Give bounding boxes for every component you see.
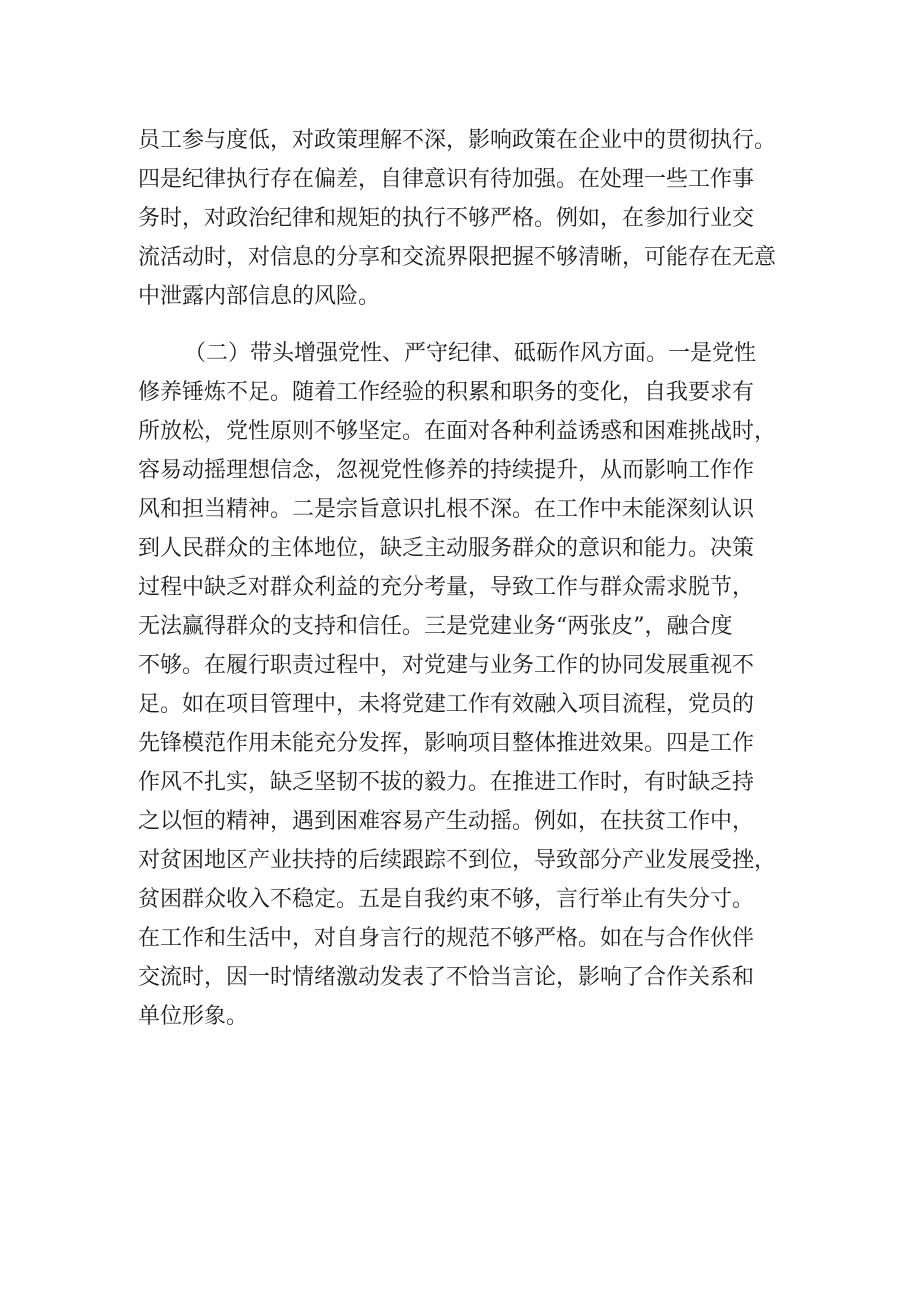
text-line: 作风不扎实，缺乏坚韧不拔的毅力。在推进工作时，有时缺乏持 xyxy=(138,770,755,795)
text-line: 交流时，因一时情绪激动发表了不恰当言论，影响了合作关系和 xyxy=(138,965,755,990)
text-line: 流活动时，对信息的分享和交流界限把握不够清晰，可能存在无意 xyxy=(138,245,777,270)
text-line: 员工参与度低，对政策理解不深，影响政策在企业中的贯彻执行。 xyxy=(138,128,777,153)
text-line: 足。如在项目管理中，未将党建工作有效融入项目流程，党员的 xyxy=(138,692,755,717)
section-heading-line: （二）带头增强党性、严守纪律、砥砺作风方面。一是党性 xyxy=(184,341,757,366)
text-line: 不够。在履行职责过程中，对党建与业务工作的协同发展重视不 xyxy=(138,653,755,678)
text-line: 容易动摇理想信念，忽视党性修养的持续提升，从而影响工作作 xyxy=(138,458,755,483)
text-line: 修养锤炼不足。随着工作经验的积累和职务的变化，自我要求有 xyxy=(138,380,755,405)
text-line: 在工作和生活中，对自身言行的规范不够严格。如在与合作伙伴 xyxy=(138,926,755,951)
text-line: 贫困群众收入不稳定。五是自我约束不够，言行举止有失分寸。 xyxy=(138,887,755,912)
paragraph-1 xyxy=(138,121,818,316)
text-line: 先锋模范作用未能充分发挥，影响项目整体推进效果。四是工作 xyxy=(138,731,755,756)
text-line: 中泄露内部信息的风险。 xyxy=(138,284,381,309)
text-line: 之以恒的精神，遇到困难容易产生动摇。例如，在扶贫工作中， xyxy=(138,809,755,834)
text-line: 所放松，党性原则不够坚定。在面对各种利益诱惑和困难挑战时， xyxy=(138,419,777,444)
text-line: 单位形象。 xyxy=(138,1004,249,1029)
text-line: 无法赢得群众的支持和信任。三是党建业务“两张皮”，融合度 xyxy=(138,614,733,639)
text-line: 风和担当精神。二是宗旨意识扎根不深。在工作中未能深刻认识 xyxy=(138,497,755,522)
text-line: 过程中缺乏对群众利益的充分考量，导致工作与群众需求脱节， xyxy=(138,575,755,600)
text-line: 四是纪律执行存在偏差，自律意识有待加强。在处理一些工作事 xyxy=(138,167,755,192)
paragraph-2 xyxy=(138,334,818,1036)
text-line: 到人民群众的主体地位，缺乏主动服务群众的意识和能力。决策 xyxy=(138,536,755,561)
text-line: 对贫困地区产业扶持的后续跟踪不到位，导致部分产业发展受挫， xyxy=(138,848,777,873)
text-line: 务时，对政治纪律和规矩的执行不够严格。例如，在参加行业交 xyxy=(138,206,755,231)
